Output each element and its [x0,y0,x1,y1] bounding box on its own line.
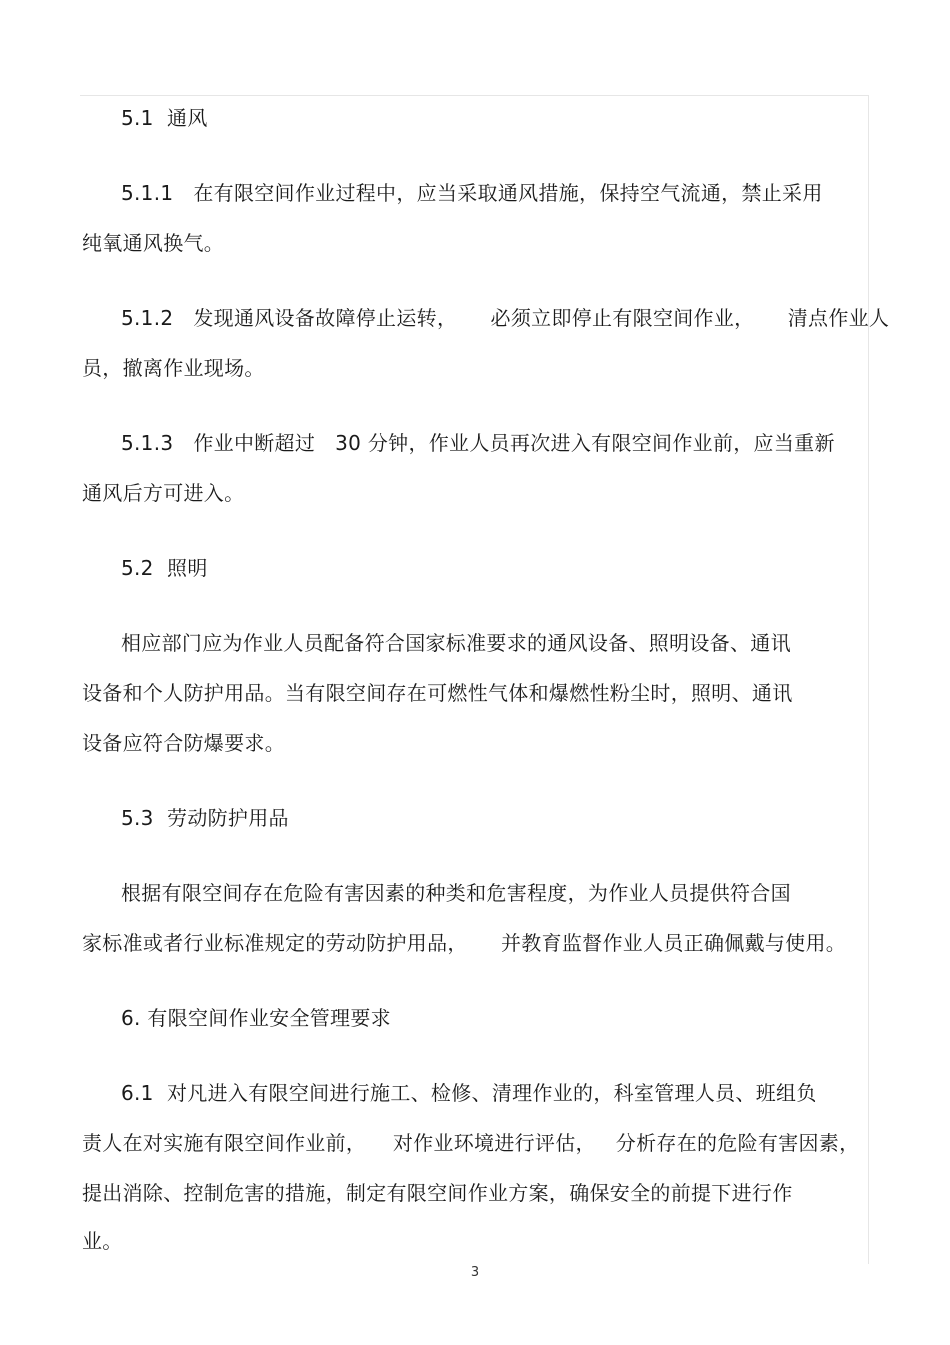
paragraph-5-1-1-line-1: 5.1.1 在有限空间作业过程中，应当采取通风措施，保持空气流通，禁止采用 [121,181,823,205]
paragraph-5-1-2-line-2: 员，撤离作业现场。 [82,356,265,380]
paragraph-5-1-3-line-2: 通风后方可进入。 [82,481,245,505]
section-heading-6: 6. 有限空间作业安全管理要求 [121,1006,391,1030]
paragraph-5-2-line-1: 相应部门应为作业人员配备符合国家标准要求的通风设备、照明设备、通讯 [121,631,791,655]
section-heading-5-3: 5.3 劳动防护用品 [121,806,289,830]
page-number: 3 [470,1265,480,1280]
paragraph-5-2-line-2: 设备和个人防护用品。当有限空间存在可燃性气体和爆燃性粉尘时，照明、通讯 [82,681,793,705]
paragraph-5-3-line-1: 根据有限空间存在危险有害因素的种类和危害程度，为作业人员提供符合国 [121,881,791,905]
section-heading-5-2: 5.2 照明 [121,556,208,580]
paragraph-5-3-line-2: 家标准或者行业标准规定的劳动防护用品， 并教育监督作业人员正确佩戴与使用。 [82,931,847,955]
paragraph-5-1-1-line-2: 纯氧通风换气。 [82,231,225,255]
paragraph-6-1-line-3: 提出消除、控制危害的措施，制定有限空间作业方案，确保安全的前提下进行作 [82,1181,793,1205]
paragraph-5-2-line-3: 设备应符合防爆要求。 [82,731,285,755]
paragraph-6-1-line-2: 责人在对实施有限空间作业前， 对作业环境进行评估， 分析存在的危险有害因素， [82,1131,860,1155]
paragraph-5-1-2-line-1: 5.1.2 发现通风设备故障停止运转， 必须立即停止有限空间作业， 清点作业人 [121,306,890,330]
paragraph-6-1-line-4: 业。 [82,1229,123,1253]
paragraph-5-1-3-line-1: 5.1.3 作业中断超过 30 分钟，作业人员再次进入有限空间作业前，应当重新 [121,431,835,455]
paragraph-6-1-line-1: 6.1 对凡进入有限空间进行施工、检修、清理作业的，科室管理人员、班组负 [121,1081,817,1105]
section-heading-5-1: 5.1 通风 [121,106,208,130]
